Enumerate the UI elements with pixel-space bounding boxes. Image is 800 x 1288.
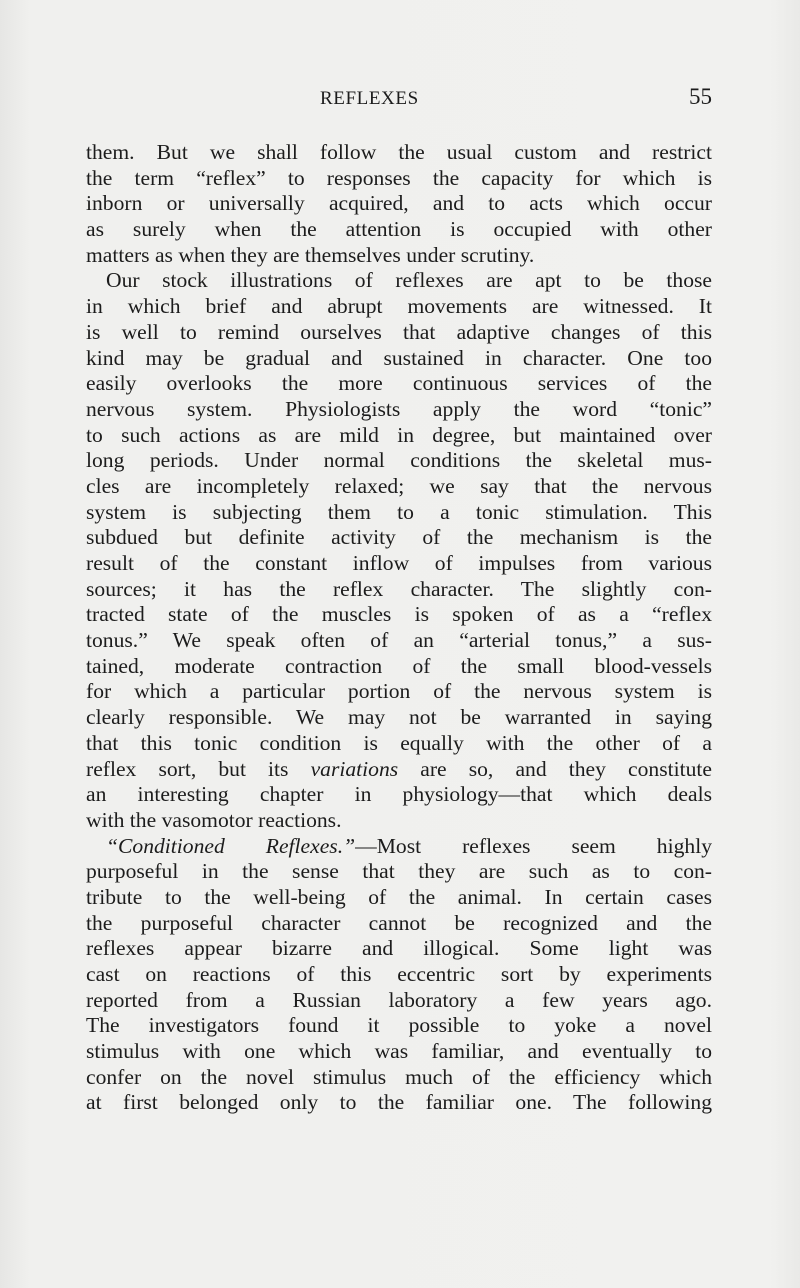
text-line: purposeful in the sense that they are such as to con-: [86, 859, 712, 884]
text-line: system is subjecting them to a tonic stimulation. This: [86, 499, 712, 524]
text-line: [86, 757, 712, 783]
text-line: confer on the novel stimulus much of the efficiency which: [86, 1064, 712, 1089]
text-line: sources; it has the reflex character. The slightly con-: [86, 576, 712, 601]
text-line: reflexes appear bizarre and illogical. Some light was: [86, 936, 712, 961]
text-line: tracted state of the muscles is spoken of as a “reflex: [86, 602, 712, 627]
text-line: as surely when the attention is occupied with other: [86, 217, 712, 242]
text-line: with the vasomotor reactions.: [86, 807, 342, 832]
text-line: in which brief and abrupt movements are witnessed. It: [86, 294, 712, 319]
page-header: [86, 86, 712, 116]
text-line: the purposeful character cannot be recognized and the: [86, 910, 712, 935]
paragraph-start-line: [86, 834, 712, 860]
text-line: that this tonic condition is equally with the other of a: [86, 730, 712, 755]
text-line: tonus.” We speak often of an “arterial tonus,” a sus-: [86, 628, 712, 653]
text-line: an interesting chapter in physiology—that which deals: [86, 782, 712, 807]
text-line: at first belonged only to the familiar one. The following: [86, 1090, 712, 1115]
text-segment: are so, and they constitute: [398, 756, 712, 781]
page-number: 55: [689, 84, 712, 109]
text-line: stimulus with one which was familiar, and eventually to: [86, 1039, 712, 1064]
text-line: the term “reflex” to responses the capacity for which is: [86, 165, 712, 190]
text-line: is well to remind ourselves that adaptive changes of this: [86, 319, 712, 344]
text-line: reported from a Russian laboratory a few years ago.: [86, 987, 712, 1012]
italic-term-variations: variations: [310, 756, 399, 781]
section-heading-conditioned-reflexes: “Conditioned Reflexes.”: [106, 833, 356, 858]
text-segment: —Most reflexes seem highly: [355, 833, 712, 858]
text-line: result of the constant inflow of impulses from various: [86, 551, 712, 575]
body-text: [86, 140, 712, 1116]
text-line: cles are incompletely relaxed; we say that the nervous: [86, 473, 712, 498]
text-line: cast on reactions of this eccentric sort by experiments: [86, 962, 712, 986]
text-line: matters as when they are themselves under scrutiny.: [86, 242, 535, 267]
text-segment: reflex sort, but its: [86, 756, 311, 781]
paragraph-start-line: Our stock illustrations of reflexes are apt to be those: [106, 268, 712, 293]
text-line: for which a particular portion of the nervous system is: [86, 679, 712, 704]
text-line: nervous system. Physiologists apply the word “tonic”: [86, 396, 712, 421]
running-head: REFLEXES: [320, 88, 419, 109]
text-line: The investigators found it possible to yoke a novel: [86, 1013, 712, 1038]
text-line: tained, moderate contraction of the small blood-vessels: [86, 653, 712, 678]
text-line: subdued but definite activity of the mechanism is the: [86, 525, 712, 550]
text-line: kind may be gradual and sustained in character. One too: [86, 345, 712, 370]
text-line: tribute to the well-being of the animal. In certain cases: [86, 884, 712, 909]
text-line: to such actions as are mild in degree, but maintained over: [86, 422, 712, 447]
text-line: clearly responsible. We may not be warranted in saying: [86, 705, 712, 730]
text-line: them. But we shall follow the usual custom and restrict: [86, 140, 712, 164]
text-line: inborn or universally acquired, and to acts which occur: [86, 191, 712, 216]
text-line: long periods. Under normal conditions the skeletal mus-: [86, 448, 712, 473]
text-line: easily overlooks the more continuous services of the: [86, 371, 712, 396]
